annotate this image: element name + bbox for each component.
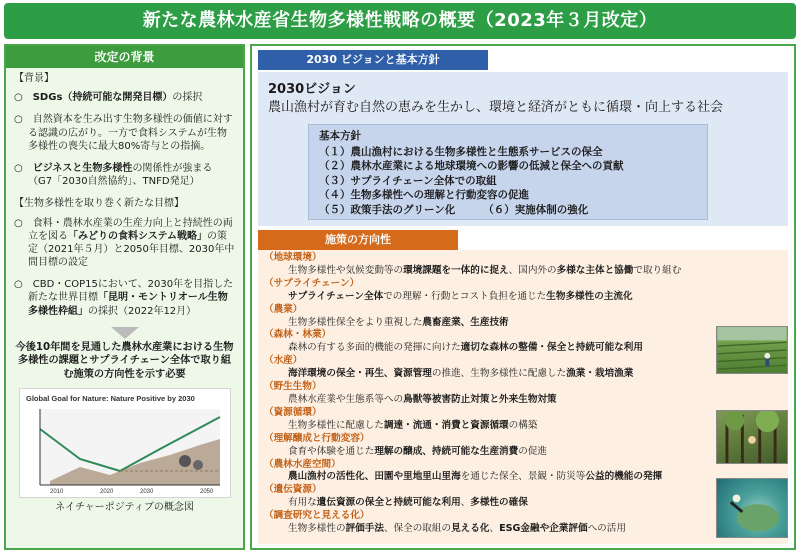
coral-reef-photo xyxy=(716,478,788,538)
item-bold-text: 「みどりの食料システム戦略」 xyxy=(68,230,207,242)
measure-description xyxy=(264,317,704,330)
measure-bold-text: 理解の醸成、持続可能な生産消費 xyxy=(374,445,519,457)
measure-category: （農林水産空間） xyxy=(264,458,341,470)
new-goals-section-title: 【生物多様性を取り巻く新たな目標】 xyxy=(14,198,184,210)
background-item xyxy=(14,91,235,104)
basic-policy-item: （３）サプライチェーン全体での取組 xyxy=(319,174,497,187)
basic-policy-item: （６）実施体制の強化 xyxy=(483,203,589,216)
measure-bold-text: 調達・流通・消費と資源循環 xyxy=(383,419,509,431)
measure-text: の推進、生物多様性に配慮した xyxy=(431,368,567,380)
measure-category: （森林・林業） xyxy=(264,329,332,341)
diagram-axis-label-2020: 2020 xyxy=(99,488,113,495)
measure-text: 食育や体験を通じた xyxy=(288,445,375,457)
measure-bold-text: 評価手法 xyxy=(345,523,384,535)
measure-bold-text: ESG金融や企業評価 xyxy=(499,523,588,535)
item-bold-text: 「昆明・モントリオール生物多様性枠組」 xyxy=(28,292,228,317)
measure-bold-text: 公益的機能の発揮 xyxy=(585,471,663,483)
vision-statement: 農山漁村が育む自然の恵みを生かし、環境と経済がともに循環・向上する社会 xyxy=(268,100,724,115)
measure-category: （資源循環） xyxy=(264,406,322,418)
background-panel xyxy=(4,44,245,550)
bullet-icon: ○ xyxy=(14,279,33,291)
basic-policy-title: 基本方針 xyxy=(319,130,361,142)
background-header: 改定の背景 xyxy=(6,46,243,68)
measure-bold-text: 農畜産業、生産技術 xyxy=(422,316,509,328)
measure-description xyxy=(264,446,704,459)
measure-bold-text: サプライチェーン全体 xyxy=(288,290,384,302)
measure-category: （野生生物） xyxy=(264,381,322,393)
new-goals-items xyxy=(14,217,235,318)
measure-bold-text: 漁業・栽培漁業 xyxy=(566,368,634,380)
measure-bold-text: 農山漁村の活性化、田園や里地里山里海 xyxy=(288,471,461,483)
measure-category: （サプライチェーン） xyxy=(264,277,360,289)
background-items xyxy=(14,91,235,188)
basic-policy-item: （５）政策手法のグリーン化 xyxy=(319,203,456,216)
measure-text: を通じた保全、景観・防災等 xyxy=(460,471,586,483)
measure-bold-text: 遺伝資源の保全と持続可能な利用 xyxy=(316,497,461,509)
measure-category: （遺伝資源） xyxy=(264,484,322,496)
diagram-caption: ネイチャーポジティブの概念図 xyxy=(55,501,194,513)
diagram-axis-label-2050: 2050 xyxy=(199,488,213,495)
measure-text: 、 xyxy=(460,497,471,509)
measure-text: 有用な xyxy=(288,497,317,509)
measure-description xyxy=(264,471,704,484)
measure-text: 、保全の取組の xyxy=(383,523,452,535)
measure-category: （水産） xyxy=(264,355,303,367)
measure-bold-text: 多様性の確保 xyxy=(470,497,528,509)
vision-header: 2030 ビジョンと基本方針 xyxy=(258,50,488,70)
measure-description xyxy=(264,291,704,304)
basic-policy-box xyxy=(308,124,708,220)
nature-positive-diagram xyxy=(19,388,231,498)
background-item xyxy=(14,162,235,188)
measure-bold-text: 適切な森林の整備・保全と持続可能な利用 xyxy=(460,342,643,354)
basic-policy-item: （１）農山漁村における生物多様性と生態系サービスの保全 xyxy=(319,145,603,158)
bullet-icon: ○ xyxy=(14,114,33,126)
measure-text: 農林水産業や生態系等への xyxy=(288,393,404,405)
background-section-title: 【背景】 xyxy=(14,73,54,84)
diagram-axis-label-2010: 2010 xyxy=(49,488,63,495)
measure-description xyxy=(264,523,704,536)
item-bold-text: ビジネスと生物多様性 xyxy=(32,162,133,174)
measure-bold-text: 海洋環境の保全・再生、資源管理 xyxy=(288,368,432,380)
rice-field-photo xyxy=(716,326,788,374)
measure-bold-text: 環境課題を一体的に捉え xyxy=(403,264,509,276)
measure-text: 生物多様性に配慮した xyxy=(288,419,384,431)
summary-text: 今後10年間を見通した農林水産業における生物多様性の課題とサプライチェーン全体で取り組む施策の方向性を示す必要 xyxy=(15,341,234,380)
basic-policy-item: （２）農林水産業による地球環境への影響の低減と保全への貢献 xyxy=(319,160,624,173)
item-text: 自然資本を生み出す生物多様性の価値に対する認識の広がり。一方で食料システムが生物多様性の喪失に最大80%寄与との指摘。 xyxy=(28,114,233,152)
measures-header: 施策の方向性 xyxy=(258,230,458,250)
item-text: CBD・COP15において、2030年を目指した新たな世界目標 xyxy=(28,279,234,304)
measure-description xyxy=(264,342,704,355)
item-text: の採択（2022年12月） xyxy=(88,305,197,317)
measures-list xyxy=(264,252,704,536)
measure-bold-text: 多様な主体と協働 xyxy=(556,264,634,276)
page-title: 新たな農林水産省生物多様性戦略の概要（2023年３月改定） xyxy=(4,3,796,39)
measure-category: （地球環境） xyxy=(264,252,322,263)
strategy-panel xyxy=(250,44,796,550)
nature-positive-diagram-title: Global Goal for Nature: Nature Positive by 2030 xyxy=(25,393,195,403)
measure-text: の促進 xyxy=(518,445,548,457)
measure-text: での理解・行動とコスト負担を通じた xyxy=(383,290,547,302)
measure-text: で取り組む xyxy=(633,264,682,276)
basic-policy-row xyxy=(319,203,697,218)
measure-category: （調査研究と見える化） xyxy=(264,510,370,522)
measure-category: （農業） xyxy=(264,303,303,315)
measures-box xyxy=(258,250,788,544)
measure-category: （理解醸成と行動変容） xyxy=(264,432,370,444)
down-arrow-icon xyxy=(111,327,139,339)
measure-bold-text: 見える化 xyxy=(451,523,490,535)
vision-box xyxy=(258,72,788,226)
basic-policy-list xyxy=(319,145,697,203)
measure-text: 生物多様性や気候変動等の xyxy=(288,264,404,276)
item-text: の採択 xyxy=(172,92,203,104)
measure-text: の構築 xyxy=(508,419,538,431)
measure-description xyxy=(264,497,704,510)
diagram-axis-label-2030: 2030 xyxy=(139,488,153,495)
measure-text: 生物多様性保全をより重視した xyxy=(288,316,423,328)
bullet-icon: ○ xyxy=(14,92,33,104)
basic-policy-item: （４）生物多様性への理解と行動変容の促進 xyxy=(319,189,529,202)
bullet-icon: ○ xyxy=(14,162,33,174)
measure-text: 森林の有する多面的機能の発揮に向けた xyxy=(288,342,461,354)
item-text: の策定（2021年５月）と2050年目標、2030年中間目標の設定 xyxy=(28,230,235,269)
measure-bold-text: 生物多様性の主流化 xyxy=(546,290,633,302)
measure-description xyxy=(264,265,704,278)
measure-text: 生物多様性の xyxy=(288,523,346,535)
item-text: の関係性が強まる（G7「2030自然協約」、TNFD発足） xyxy=(28,162,213,188)
measure-description xyxy=(264,394,704,407)
vision-title: 2030ビジョン xyxy=(268,82,356,97)
measure-description xyxy=(264,368,704,381)
new-goal-item xyxy=(14,217,235,270)
bullet-icon: ○ xyxy=(14,217,33,229)
new-goal-item xyxy=(14,278,235,318)
measure-bold-text: 鳥獣等被害防止対策と外来生物対策 xyxy=(403,393,557,405)
item-text: 食料・農林水産業の生産力向上と持続性の両立を図る xyxy=(28,217,233,242)
background-body xyxy=(6,68,243,518)
measure-text: 、 xyxy=(489,523,500,535)
measure-text: への活用 xyxy=(587,523,626,535)
background-item xyxy=(14,113,235,153)
measure-text: 、国内外の xyxy=(508,264,557,276)
item-bold-text: SDGs（持続可能な開発目標） xyxy=(32,92,173,104)
forest-photo xyxy=(716,410,788,464)
measure-description xyxy=(264,420,704,433)
